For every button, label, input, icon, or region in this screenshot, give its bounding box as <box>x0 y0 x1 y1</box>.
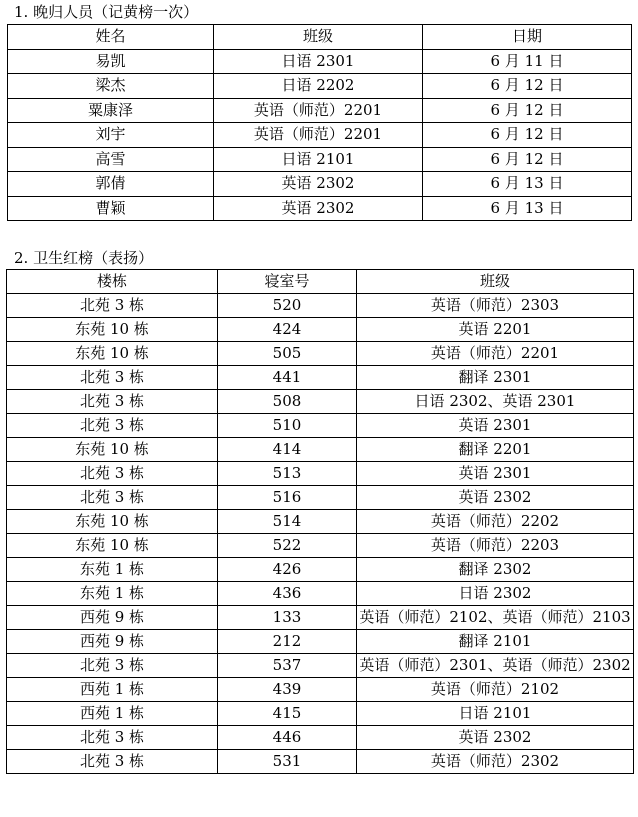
date-cell: 6 月 13 日 <box>423 172 632 197</box>
room-cell: 537 <box>218 654 357 678</box>
class-cell: 日语 2302 <box>357 582 634 606</box>
room-cell: 426 <box>218 558 357 582</box>
class-cell: 英语（师范）2302 <box>357 750 634 774</box>
table-row <box>7 630 634 654</box>
class-cell: 英语 2301 <box>357 462 634 486</box>
class-cell: 日语 2101 <box>357 702 634 726</box>
room-cell: 212 <box>218 630 357 654</box>
class-cell: 英语 2302 <box>214 196 423 221</box>
name-cell: 曹颖 <box>8 196 214 221</box>
name-cell: 郭倩 <box>8 172 214 197</box>
class-cell: 英语（师范）2203 <box>357 534 634 558</box>
room-cell: 508 <box>218 390 357 414</box>
room-cell: 415 <box>218 702 357 726</box>
room-cell: 446 <box>218 726 357 750</box>
table-row <box>7 366 634 390</box>
building-cell: 东苑 1 栋 <box>7 582 218 606</box>
late-return-table <box>7 24 632 221</box>
building-cell: 北苑 3 栋 <box>7 726 218 750</box>
class-cell: 英语 2302 <box>214 172 423 197</box>
table-header-row <box>7 270 634 294</box>
room-cell: 520 <box>218 294 357 318</box>
class-cell: 英语 2201 <box>357 318 634 342</box>
building-cell: 北苑 3 栋 <box>7 294 218 318</box>
class-cell: 日语 2101 <box>214 147 423 172</box>
class-cell: 翻译 2301 <box>357 366 634 390</box>
building-cell: 北苑 3 栋 <box>7 462 218 486</box>
building-cell: 北苑 3 栋 <box>7 414 218 438</box>
table-row <box>7 318 634 342</box>
building-cell: 北苑 3 栋 <box>7 750 218 774</box>
building-cell: 东苑 10 栋 <box>7 318 218 342</box>
building-cell: 西苑 9 栋 <box>7 630 218 654</box>
table-row <box>8 123 632 148</box>
date-cell: 6 月 13 日 <box>423 196 632 221</box>
hygiene-honor-table <box>6 269 634 774</box>
column-header-building: 楼栋 <box>7 270 218 294</box>
table-row <box>7 750 634 774</box>
class-cell: 翻译 2302 <box>357 558 634 582</box>
table-row <box>7 486 634 510</box>
class-cell: 英语（师范）2202 <box>357 510 634 534</box>
table-row <box>7 606 634 630</box>
name-cell: 粟康泽 <box>8 98 214 123</box>
room-cell: 439 <box>218 678 357 702</box>
table-row <box>7 342 634 366</box>
building-cell: 东苑 10 栋 <box>7 510 218 534</box>
name-cell: 易凯 <box>8 49 214 74</box>
room-cell: 516 <box>218 486 357 510</box>
table-row <box>8 196 632 221</box>
room-cell: 522 <box>218 534 357 558</box>
late-section-title: 1. 晚归人员（记黄榜一次） <box>14 3 199 21</box>
column-header-date: 日期 <box>423 25 632 50</box>
class-cell: 翻译 2101 <box>357 630 634 654</box>
building-cell: 北苑 3 栋 <box>7 366 218 390</box>
class-cell: 日语 2301 <box>214 49 423 74</box>
table-row <box>7 678 634 702</box>
table-row <box>8 98 632 123</box>
class-cell: 翻译 2201 <box>357 438 634 462</box>
room-cell: 513 <box>218 462 357 486</box>
table-row <box>7 438 634 462</box>
table-row <box>7 294 634 318</box>
building-cell: 西苑 1 栋 <box>7 678 218 702</box>
room-cell: 133 <box>218 606 357 630</box>
building-cell: 西苑 9 栋 <box>7 606 218 630</box>
room-cell: 414 <box>218 438 357 462</box>
date-cell: 6 月 12 日 <box>423 147 632 172</box>
class-cell: 英语 2302 <box>357 486 634 510</box>
building-cell: 北苑 3 栋 <box>7 390 218 414</box>
table-row <box>7 558 634 582</box>
table-row <box>8 172 632 197</box>
class-cell: 英语（师范）2301、英语（师范）2302 <box>357 654 634 678</box>
room-cell: 424 <box>218 318 357 342</box>
building-cell: 北苑 3 栋 <box>7 654 218 678</box>
table-row <box>8 147 632 172</box>
table-row <box>7 534 634 558</box>
class-cell: 英语（师范）2201 <box>214 123 423 148</box>
class-cell: 英语（师范）2102、英语（师范）2103 <box>357 606 634 630</box>
column-header-class: 班级 <box>357 270 634 294</box>
building-cell: 西苑 1 栋 <box>7 702 218 726</box>
room-cell: 514 <box>218 510 357 534</box>
table-row <box>7 654 634 678</box>
room-cell: 441 <box>218 366 357 390</box>
building-cell: 东苑 1 栋 <box>7 558 218 582</box>
table-row <box>7 414 634 438</box>
class-cell: 英语（师范）2102 <box>357 678 634 702</box>
column-header-room: 寝室号 <box>218 270 357 294</box>
class-cell: 英语（师范）2303 <box>357 294 634 318</box>
room-cell: 436 <box>218 582 357 606</box>
class-cell: 英语 2302 <box>357 726 634 750</box>
name-cell: 高雪 <box>8 147 214 172</box>
name-cell: 刘宇 <box>8 123 214 148</box>
class-cell: 英语（师范）2201 <box>214 98 423 123</box>
table-row <box>7 510 634 534</box>
column-header-class: 班级 <box>214 25 423 50</box>
room-cell: 505 <box>218 342 357 366</box>
class-cell: 日语 2302、英语 2301 <box>357 390 634 414</box>
building-cell: 东苑 10 栋 <box>7 534 218 558</box>
table-row <box>7 462 634 486</box>
class-cell: 英语（师范）2201 <box>357 342 634 366</box>
column-header-name: 姓名 <box>8 25 214 50</box>
building-cell: 东苑 10 栋 <box>7 438 218 462</box>
date-cell: 6 月 11 日 <box>423 49 632 74</box>
hygiene-section-title: 2. 卫生红榜（表扬） <box>14 249 154 267</box>
table-row <box>7 726 634 750</box>
table-row <box>8 49 632 74</box>
table-row <box>7 702 634 726</box>
room-cell: 510 <box>218 414 357 438</box>
table-row <box>7 582 634 606</box>
table-row <box>7 390 634 414</box>
name-cell: 梁杰 <box>8 74 214 99</box>
class-cell: 日语 2202 <box>214 74 423 99</box>
table-header-row <box>8 25 632 50</box>
room-cell: 531 <box>218 750 357 774</box>
building-cell: 东苑 10 栋 <box>7 342 218 366</box>
date-cell: 6 月 12 日 <box>423 123 632 148</box>
date-cell: 6 月 12 日 <box>423 98 632 123</box>
class-cell: 英语 2301 <box>357 414 634 438</box>
table-row <box>8 74 632 99</box>
date-cell: 6 月 12 日 <box>423 74 632 99</box>
building-cell: 北苑 3 栋 <box>7 486 218 510</box>
